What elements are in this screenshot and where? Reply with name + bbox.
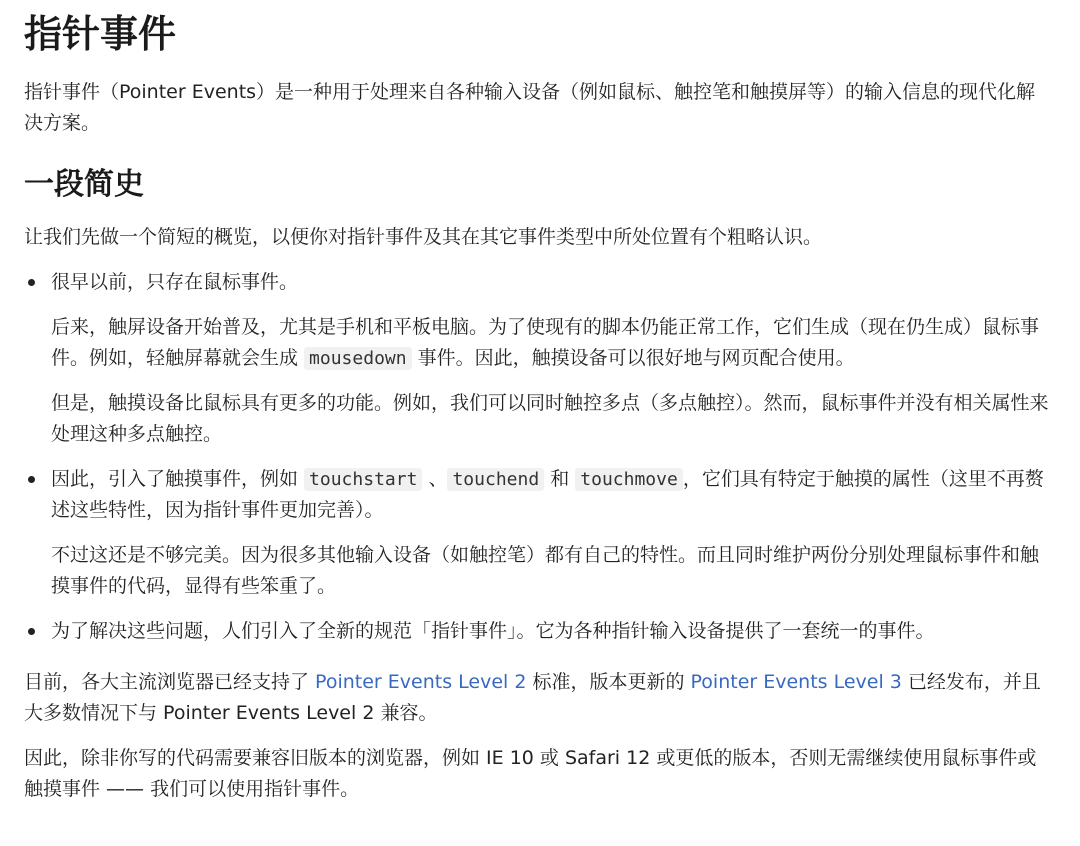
section-heading: 一段简史 <box>24 167 144 203</box>
list-item <box>24 616 1052 647</box>
intro-paragraph: 指针事件（Pointer Events）是一种用于处理来自各种输入设备（例如鼠标、触控笔和触摸屏等）的输入信息的现代化解决方案。 <box>24 81 1036 135</box>
list-item <box>24 464 1052 602</box>
list-item-paragraph: 但是，触摸设备比鼠标具有更多的功能。例如，我们可以同时触控多点（多点触控）。然而，鼠标事件并没有相关属性来处理这种多点触控。 <box>51 392 1049 446</box>
list-item <box>24 267 1052 450</box>
page-title: 指针事件 <box>24 12 177 56</box>
status-paragraph: 目前，各大主流浏览器已经支持了 Pointer Events Level 2 标准，版本更新的 Pointer Events Level 3 已经发布，并且大多数情况下与 Pointer Events Level 2 兼容。 <box>24 671 1041 725</box>
pointer-events-level-3-link[interactable]: Pointer Events Level 3 <box>690 671 902 694</box>
inline-code: touchmove <box>575 468 683 491</box>
section-lead: 让我们先做一个简短的概览，以便你对指针事件及其在其它事件类型中所处位置有个粗略认识。 <box>24 226 823 249</box>
inline-code: touchstart <box>304 468 422 491</box>
inline-code: touchend <box>447 468 544 491</box>
history-list <box>24 267 1052 647</box>
inline-code: mousedown <box>304 347 412 370</box>
list-item-paragraph: 不过这还是不够完美。因为很多其他输入设备（如触控笔）都有自己的特性。而且同时维护两份分别处理鼠标事件和触摸事件的代码，显得有些笨重了。 <box>51 544 1040 598</box>
bullet-icon <box>28 279 35 286</box>
conclusion-paragraph: 因此，除非你写的代码需要兼容旧版本的浏览器，例如 IE 10 或 Safari 12 或更低的版本，否则无需继续使用鼠标事件或触摸事件 —— 我们可以使用指针事件。 <box>24 747 1037 801</box>
list-item-text: 为了解决这些问题，人们引入了全新的规范「指针事件」。它为各种指针输入设备提供了一套统一的事件。 <box>51 620 935 643</box>
bullet-icon <box>28 628 35 635</box>
bullet-icon <box>28 476 35 483</box>
list-item-paragraph: 后来，触屏设备开始普及，尤其是手机和平板电脑。为了使现有的脚本仍能正常工作，它们生成（现在仍生成）鼠标事件。例如，轻触屏幕就会生成 mousedown 事件。因此，触摸设备可以很好地与网页配合使用。 <box>51 316 1040 370</box>
list-item-text: 因此，引入了触摸事件，例如 touchstart 、 touchend 和 touchmove ，它们具有特定于触摸的属性（这里不再赘述这些特性，因为指针事件更加完善）。 <box>51 468 1044 522</box>
pointer-events-level-2-link[interactable]: Pointer Events Level 2 <box>315 671 527 694</box>
list-item-text: 很早以前，只存在鼠标事件。 <box>51 271 299 294</box>
